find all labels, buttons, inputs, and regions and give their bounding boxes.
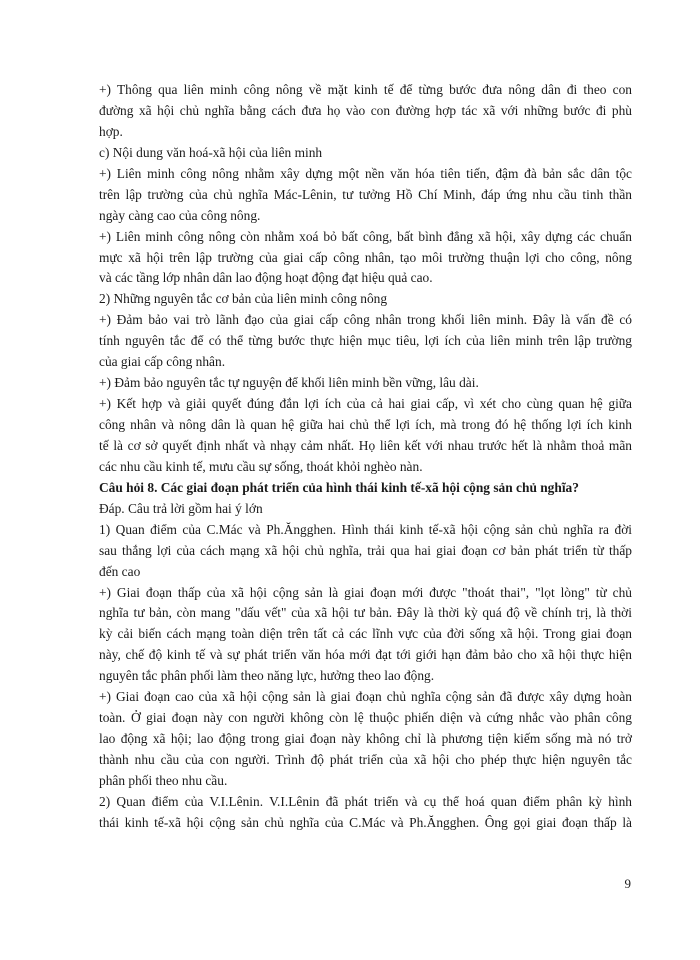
text-line: nghĩa tư bản, còn mang "dấu vết" của xã hội tư bản. Đây là thời kỳ quá độ về chính trị, là thời [99, 605, 632, 621]
text-line: kỳ cải biến cách mạng toàn diện trên tất cả các lĩnh vực của đời sống xã hội. Trong giai đoạn [99, 626, 632, 642]
answer-intro: Đáp. Câu trả lời gồm hai ý lớn [99, 500, 263, 516]
text-line: 2) Quan điểm của V.I.Lênin. V.I.Lênin đã phát triển và cụ thể hoá quan điểm phân kỳ hình [99, 793, 632, 809]
question-heading: Câu hỏi 8. Các giai đoạn phát triển của hình thái kinh tế-xã hội cộng sản chủ nghĩa? [99, 479, 579, 495]
text-line: +) Liên minh công nông còn nhằm xoá bỏ bất công, bất bình đẳng xã hội, xây dựng các chuẩn [99, 228, 632, 244]
text-line: đến cao [99, 563, 141, 579]
text-line: +) Thông qua liên minh công nông về mặt kinh tế để từng bước đưa nông dân đi theo con [99, 82, 632, 97]
page-number: 9 [624, 876, 631, 891]
text-line: của giai cấp công nhân. [99, 354, 226, 370]
text-line: mực xã hội trên lập trường của giai cấp công nhân, tạo môi trường thuận lợi cho công, nông [99, 249, 632, 265]
document-body [99, 80, 632, 834]
text-line: hợp. [99, 123, 123, 139]
text-line: các nhu cầu kinh tế, mưu cầu sự sống, thoát khỏi nghèo nàn. [99, 458, 423, 474]
text-line: sau thắng lợi của cách mạng xã hội chủ nghĩa, trải qua hai giai đoạn cơ bản phát triển từ thấp [99, 542, 632, 558]
text-line: phân phối theo nhu cầu. [99, 772, 228, 788]
text-line: tính nguyên tắc để có thể từng bước thực hiện mục tiêu, lợi ích của liên minh trên lập trường [99, 333, 632, 349]
text-line: thành nhu cầu của con người. Trình độ phát triển của xã hội cho phép thực hiện nguyên tắc [99, 752, 632, 767]
section-heading: c) Nội dung văn hoá-xã hội của liên minh [99, 144, 323, 160]
text-line: và các tầng lớp nhân dân lao động hoạt động đạt hiệu quả cao. [99, 270, 433, 286]
text-line: trên lập trường của chủ nghĩa Mác-Lênin, tư tưởng Hồ Chí Minh, đáp ứng nhu cầu tinh thần [99, 186, 632, 202]
text-line: +) Kết hợp và giải quyết đúng đắn lợi ích của cả hai giai cấp, vì xét cho cùng quan hệ giữa [99, 396, 632, 412]
text-line: thái kinh tế-xã hội cộng sản chủ nghĩa của C.Mác và Ph.Ăngghen. Ông gọi giai đoạn thấp là [99, 814, 632, 830]
text-line: +) Giai đoạn cao của xã hội cộng sản là giai đoạn chủ nghĩa cộng sản đã được xây dựng hoàn [99, 689, 632, 705]
text-line: này, chế độ kinh tế và sự phát triển văn hóa mới đạt tới giới hạn đảm bảo cho xã hội thực hiện [99, 647, 632, 663]
text-line: toàn. Ở giai đoạn này con người không còn lệ thuộc phiến diện và cứng nhắc vào phân công [99, 710, 632, 726]
text-line: +) Giai đoạn thấp của xã hội cộng sản là giai đoạn mới được "thoát thai", "lọt lòng" từ chủ [99, 584, 632, 600]
text-line: ngày càng cao của công nông. [99, 207, 261, 223]
text-line: tế là cơ sở quyết định nhất và nhạy cảm nhất. Họ liên kết với nhau trước hết là nhằm thoả mãn [99, 437, 632, 453]
text-line: nguyên tắc phân phối làm theo năng lực, hưởng theo lao động. [99, 668, 435, 684]
section-heading: 2) Những nguyên tắc cơ bản của liên minh công nông [99, 291, 388, 307]
text-line: công nhân và nông dân là quan hệ giữa hai chủ thể lợi ích, mà trong đó hệ thống lợi ích kinh [99, 417, 632, 432]
text-line: lao động xã hội; lao động trong giai đoạn này không chỉ là phương tiện kiếm sống mà nó trở [99, 731, 632, 747]
text-line: 1) Quan điểm của C.Mác và Ph.Ăngghen. Hình thái kinh tế-xã hội cộng sản chủ nghĩa ra đời [99, 521, 632, 537]
text-line: +) Đảm bảo nguyên tắc tự nguyện để khối liên minh bền vững, lâu dài. [99, 375, 479, 391]
text-line: +) Liên minh công nông nhằm xây dựng một nền văn hóa tiên tiến, đậm đà bản sắc dân tộc [99, 165, 632, 181]
text-line: đường xã hội chủ nghĩa bằng cách đưa họ vào con đường hợp tác xã với những bước đi phù [99, 102, 632, 118]
text-line: +) Đảm bảo vai trò lãnh đạo của giai cấp công nhân trong khối liên minh. Đây là vấn đề có [99, 312, 632, 328]
